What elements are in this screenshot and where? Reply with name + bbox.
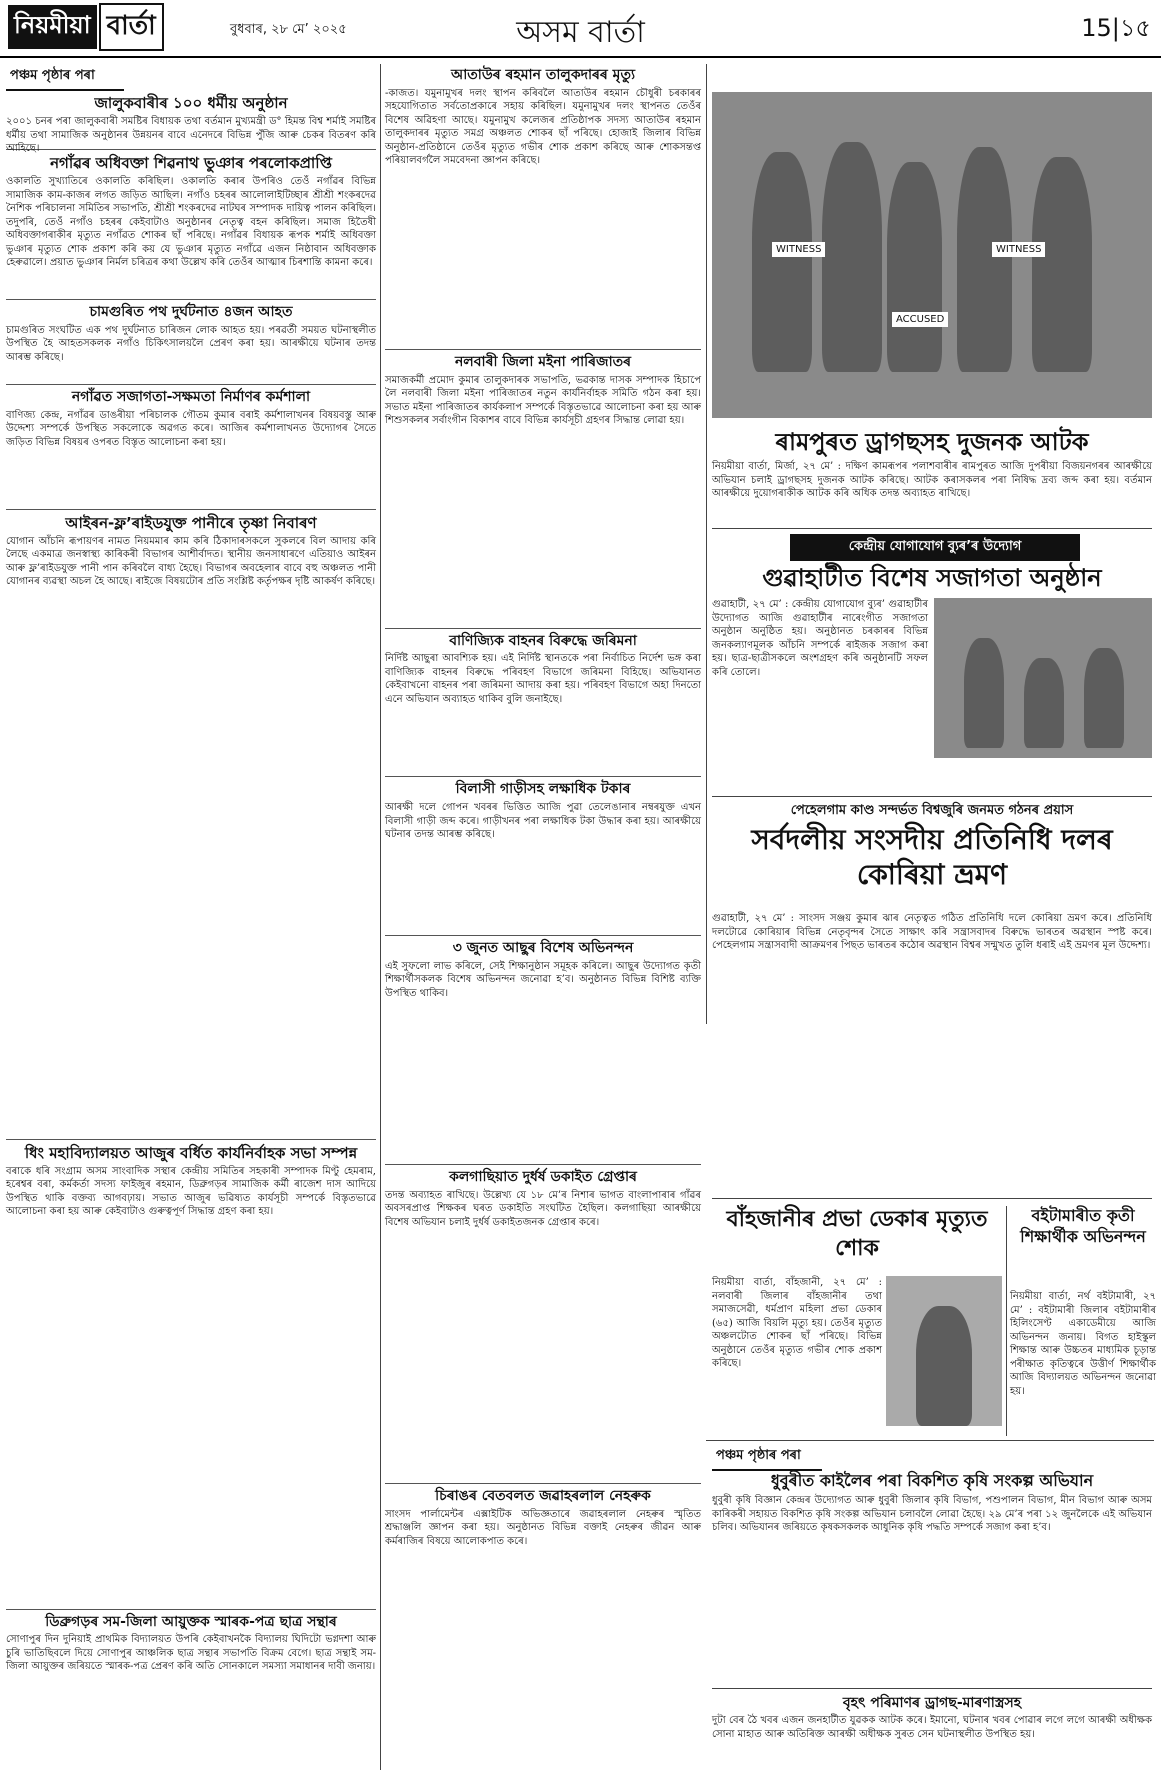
headline-rampur: ৰামপুৰত ড্ৰাগছসহ দুজনক আটক [775,428,1089,456]
body-kalgachia: তদন্ত অব্যাহত ৰাখিছে। উল্লেখ্য যে ১৮ মে’ৰ নিশাৰ ভাগত বাংলাপাৰাৰ গাঁৱৰ অবসৰপ্ৰাপ্ত শিক্ষকৰ ঘৰত ডকাইতি সংঘটিত হৈছিল। কলগাছিয়া আৰক্ষীয়ে বিশেষ অভিযান চলাই দুৰ্ধৰ্ষ ডকাইতজনক গ্ৰেপ্তাৰ কৰে। [385,1189,701,1228]
body-dhing: বৰাকে ধৰি সংগ্ৰাম অসম সাংবাদিক সস্থাৰ কেন্দ্ৰীয় সমিতিৰ সহকাৰী সম্পাদক মিণ্টু হেমৰাম, হৰেশ্বৰ বৰা, কৰ্মকৰ্তা সদস্য ফাইজুৰ ৰহমান, ডিব্ৰুগড়ৰ সামাজিক কৰ্মী ৰাজেশ দাস আদিয়ে উপস্থিত থাকি বক্তব্য আগবঢ়ায়। সভাত আজুৰ ভৱিষ্যত কাৰ্যসূচী সম্পৰ্কে বিস্তৃতভাৱে আলোচনা কৰা হয় আৰু কেইবাটাও গুৰুত্বপূৰ্ণ সিদ্ধান্ত গ্ৰহণ কৰা হয়। [6,1165,376,1218]
headline-nagaon-workshop: নগাঁৱত সজাগতা-সক্ষমতা নিৰ্মাণৰ কৰ্মশালা [71,388,311,405]
headline-dhubri: ধুবুৰীত কাইলৈৰ পৰা বিকশিত কৃষি সংকল্প অভিযান [770,1471,1094,1490]
middle-column [385,64,701,1770]
body-rampur: নিয়মীয়া বাৰ্তা, মিৰ্জা, ২৭ মে’ : দক্ষিণ কামৰূপৰ পলাশবাৰীৰ ৰামপুৰত আজি দুপৰীয়া বিজয়নগৰৰ আৰক্ষীয়ে অভিযান চলাই ড্ৰাগছসহ দুজনক আটক কৰিছে। আটক কৰাসকলৰ পৰা নিষিদ্ধ দ্ৰব্য জব্দ কৰা হয়। বৰ্তমান আৰক্ষীয়ে দুয়োগৰাকীক আটক কৰি অধিক তদন্ত অব্যাহত ৰাখিছে। [712,461,1152,499]
headline-dhing: ধিং মহাবিদ্যালয়ত আজুৰ বৰ্ধিত কাৰ্যনিৰ্বাহক সভা সম্পন্ন [24,1143,358,1162]
body-nalbari-myna: সমাজকৰ্মী প্ৰমোদ কুমাৰ তালুকদাৰক সভাপতি, ভৱকান্ত দাসক সম্পাদক হিচাপে লৈ নলবাৰী জিলা মইনা পাৰিজাতৰ নতুন কাৰ্যনিৰ্বাহক সমিতি গঠন কৰা হয়। সভাত মইনা পাৰিজাতৰ কাৰ্যকলাপ সম্পৰ্কে বিস্তৃতভাৱে আলোচনা কৰা হয় আৰু শিশুসকলৰ সৰ্বাংগীন বিকাশৰ বাবে বিভিন্ন কাৰ্যসূচী গ্ৰহণৰ সিদ্ধান্ত লোৱা হয়। [385,374,701,427]
headline-baitamari: বইটামাৰীত কৃতী শিক্ষাৰ্থীক অভিনন্দন [1020,1206,1146,1246]
headline-iron-free: আইৰন-ফ্ল’ৰাইডযুক্ত পানীৰে তৃষ্ণা নিবাৰণ [65,513,317,532]
body-dhubri: ধুবুৰী কৃষি বিজ্ঞান কেন্দ্ৰৰ উদ্যোগত আৰু ধুবুৰী জিলাৰ কৃষি বিভাগ, পশুপালন বিভাগ, মীন বিভাগ আৰু অসম কাৰিকৰী সহায়ত বিকশিত কৃষি সংকল্প অভিযান চলাবলৈ লোৱা হৈছে। ২৯ মে’ৰ পৰা ১২ জুনলৈকে এই অভিযান চলিব। অভিযানৰ জৰিয়তে কৃষকসকলক আধুনিক কৃষি পদ্ধতি সম্পৰ্কে সজাগ কৰা হ’ব। [712,1495,1152,1533]
headline-nagaon-obit: নগাঁৱৰ অধিবক্তা শিৱনাথ ভুঞাৰ পৰলোকপ্ৰাপ্তি [50,154,332,172]
headline-jalukbari: জালুকবাৰীৰ ১০০ ধৰ্মীয় অনুষ্ঠান [94,94,288,112]
headline-three-june: ৩ জুনত আছুৰ বিশেষ অভিনন্দন [452,940,634,957]
awareness-event-photo [934,598,1152,758]
headline-bijni: বৃহৎ পৰিমাণৰ ড্ৰাগছ-মাৰণাস্ত্ৰসহ [842,1695,1022,1711]
logo-left: নিয়মীয়া [8,5,97,49]
headline-bilasi: বিলাসী গাড়ীসহ লক্ষাধিক টকাৰ [455,781,631,798]
body-bijni: দুটা বেৰ ঠৈ খবৰ এজন জনহাটীত যুৱকক আটক কৰে। ইমানো, ঘটনাৰ খবৰ পোৱাৰ লগে লগে আৰক্ষী অধীক্ষক সোনা মাহাত আৰু অতিৰিক্ত আৰক্ষী অধীক্ষক সুৰত সেন ঘটনাস্থলীত উপস্থিত হয়। [712,1715,1152,1740]
page-number: 15|১৫ [1081,14,1151,42]
kendriya-banner: কেন্দ্ৰীয় যোগাযোগ ব্যুৰ’ৰ উদ্যোগ [790,534,1080,561]
headline-commercial-vehicle: বাণিজ্যিক বাহনৰ বিৰুদ্ধে জৰিমনা [449,632,637,649]
body-kendriya: গুৱাহাটী, ২৭ মে’ : কেন্দ্ৰীয় যোগাযোগ ব্যুৰ’ গুৱাহাটীৰ উদ্যোগত আজি গুৱাহাটীৰ নাৰেংগীত সজাগতা অনুষ্ঠান অনুষ্ঠিত হয়। অনুষ্ঠানত চৰকাৰৰ বিভিন্ন জনকল্যাণমূলক আঁচনি সম্পৰ্কে ৰাইজক সজাগ কৰা হয়। ছাত্ৰ-ছাত্ৰীসকলে অংশগ্ৰহণ কৰি অনুষ্ঠানটি সফল কৰি তোলে। [712,599,928,678]
headline-bahjani: বাঁহজানীৰ প্ৰভা ডেকাৰ মৃত্যুত শোক [726,1207,988,1261]
body-chamaguri: চামগুৰিত সংঘটিত এক পথ দুৰ্ঘটনাত চাৰিজন লোক আহত হয়। পৰৱৰ্তী সময়ত ঘটনাস্থলীত উপস্থিত হৈ আহতসকলক নগাঁও চিকিৎসালয়লৈ প্ৰেৰণ কৰা হয়। আৰক্ষীয়ে ঘটনাৰ তদন্ত আৰম্ভ কৰিছে। [6,324,376,363]
body-commercial-vehicle: নির্দিষ্ট আছুৰা আবশ্যিক হয়। এই নির্দিষ্ট স্থানতকে পৰা নিৰ্বাচিত নিৰ্দেশ ভঙ্গ কৰা বাণিজ্যিক বাহনৰ বিৰুদ্ধে পৰিবহণ বিভাগে জৰিমনা বিহিছে। অভিযানত কেইবাখনো বাহনৰ পৰা জৰিমনা আদায় কৰা হয়। পৰিবহণ বিভাগে অহা দিনতো এনে অভিযান অব্যাহত থাকিব বুলি জনাইছে। [385,653,701,705]
logo-right: বাৰ্তা [99,3,164,51]
section-title: অসম বাৰ্তা [516,15,645,50]
body-three-june: এই সুফলো লাভ কৰিলে, সেই শিক্ষানুষ্ঠান সমূহক কৰিলে। আছুৰ উদ্যোগত কৃতী শিক্ষাৰ্থীসকলক বিশেষ অভিনন্দন জনোৱা হ’ব। অনুষ্ঠানত বিভিন্ন বিশিষ্ট ব্যক্তি উপস্থিত থাকিব। [385,960,701,999]
prabha-deka-portrait [886,1276,1002,1426]
issue-date: বুধবাৰ, ২৮ মে’ ২০২৫ [230,22,347,37]
body-nagaon-obit: ওকালতি সুখ্যাতিৰে ওকালতি কৰিছিল। ওকালতি কৰাৰ উপৰিও তেওঁ নগাঁৱৰ বিভিন্ন সামাজিক কাম-কাজৰ লগত জড়িত আছিল। নগাঁও চহৰৰ আলোলাইটিচ্ছাৰ শ্ৰীশ্ৰী শংকৰদেৱ নৈশিক পৰিচালনা সমিতিৰ সভাপতি, শ্ৰীশ্ৰী শংকৰদেৱ নাটঘৰ সম্পাদক দায়িত্ব পালন কৰিছিল। তদুপৰি, তেওঁ নগাঁও চহৰৰ কেইবাটাও অনুষ্ঠানৰ নেতৃত্ব বহন কৰিছিল। সমাজ হিতৈষী অধিবক্তাগৰাকীৰ মৃত্যুত নগাঁৱত শোকৰ ছাঁ পৰিছে। নগাঁৱৰ বিধায়ক ৰূপক শৰ্মাই অধিবক্তা ভুঞাৰ মৃত্যুত শোক প্ৰকাশ কৰি কয় যে ভুঞাৰ মৃত্যুত নগাঁৱে এজন নিষ্ঠাবান অধিবক্তাক হেৰুৱালে। প্ৰয়াত ভুঞাৰ নিৰ্মল চৰিত্ৰৰ কথা উল্লেখ কৰি তেওঁৰ আত্মাৰ চিৰশান্তি কামনা কৰে। [6,176,376,268]
accused-placard: ACCUSED [892,312,948,327]
body-aataur: -কাজত। যমুনামুখৰ দলং স্থাপন কৰিবলৈ আতাউৰ ৰহমান চৌধুৰী চৰকাৰৰ সহযোগিতাত সৰ্বতোপ্ৰকাৰে সহায় কৰিছিল। যমুনামুখৰ দলং স্থাপনত তেওঁৰ বিশেষ অৱিহণা আছে। যমুনামুখ কলেজৰ প্ৰতিষ্ঠাপক সদস্য আতাউৰ ৰহমান তালুকদাৰৰ মৃত্যুত সমগ্ৰ অঞ্চলত শোকৰ ছাঁ পৰিছে। হোজাই জিলাৰ বিভিন্ন অনুষ্ঠান-প্ৰতিষ্ঠানে তেওঁৰ মৃত্যুত গভীৰ শোক প্ৰকাশ কৰিছে আৰু শোকসন্তপ্ত পৰিয়ালবৰ্গলৈ সমবেদনা জ্ঞাপন কৰিছে। [385,87,701,167]
body-iron-free: যোগান আঁচনি ৰূপায়ণৰ নামত নিয়মমাৰ কাম কৰি ঠিকাদাৰসকলে সুকলৰে বিল আদায় কৰি লৈছে একমাত্ৰ জনস্বাস্থ্য কাৰিকৰী বিভাগৰ আশীৰ্বাদত। স্থানীয় জনসাধাৰণে এতিয়াও আইৰন আৰু ফ্ল’ৰাইডযুক্ত পানী পান কৰিবলৈ বাধ্য হৈছে। বিভাগৰ অবহেলাৰ বাবে বহু অঞ্চলত পানী যোগানৰ ব্যৱস্থা অচল হৈ আছে। ৰাইজে বিষয়টোৰ প্ৰতি সংশ্লিষ্ট কৰ্তৃপক্ষৰ দৃষ্টি আকৰ্ষণ কৰিছে। [6,535,376,588]
headline-dibrugarh: ডিব্ৰুগড়ৰ সম-জিলা আয়ুক্তক স্মাৰক-পত্ৰ ছাত্ৰ সন্থাৰ [45,1613,337,1630]
headline-chirang: চিৰাঙৰ বেতবলত জৱাহৰলাল নেহৰুক [435,1487,651,1504]
kicker-sarbadaliya: পেহেলগাম কাণ্ড সন্দৰ্ভত বিশ্বজুৰি জনমত গঠনৰ প্ৰয়াস [790,803,1074,818]
body-bahjani: নিয়মীয়া বাৰ্তা, বাঁহজানী, ২৭ মে’ : নলবাৰী জিলাৰ বাঁহজানীৰ তথা সমাজসেৱী, ধৰ্মপ্ৰাণ মহিলা প্ৰভা ডেকাৰ (৬৫) আজি বিয়লি মৃত্যু হয়। তেওঁৰ মৃত্যুত অঞ্চলটোত শোকৰ ছাঁ পৰিছে। বিভিন্ন অনুষ্ঠানে তেওঁৰ মৃত্যুত গভীৰ শোক প্ৰকাশ কৰিছে। [712,1277,882,1369]
body-baitamari: নিয়মীয়া বাৰ্তা, নৰ্থ বইটামাৰী, ২৭ মে’ : বইটামাৰী জিলাৰ বইটামাৰীৰ হিলিংসেণ্ট একাডেমীয়ে আজি অভিনন্দন জনায়। বিগত হাইস্কুল শিক্ষান্ত আৰু উচ্চতৰ মাধ্যমিক চূড়ান্ত পৰীক্ষাত কৃতিত্বৰে উত্তীৰ্ণ শিক্ষাৰ্থীক আজি বিদ্যালয়ত অভিনন্দন জনোৱা হয়। [1010,1291,1156,1397]
headline-chamaguri: চামগুৰিত পথ দুৰ্ঘটনাত ৪জন আহত [89,304,293,320]
headline-kalgachia: কলগাছিয়াত দুৰ্ধৰ্ষ ডকাইত গ্ৰেপ্তাৰ [449,1168,637,1185]
headline-kendriya: গুৱাহাটীত বিশেষ সজাগতা অনুষ্ঠান [762,564,1102,592]
continued-tag: পঞ্চম পৃষ্ঠাৰ পৰা [6,64,124,91]
left-column [6,64,376,1770]
body-dibrugarh: সোণাপুৰ দিন দুনিয়াই প্ৰাথমিক বিদ্যালয়ত উপৰি কেইবাখনকৈ বিদ্যালয় ঘিদিটো ভগ্নদশা আৰু চুৰি ভাতিছিবলে দিয়ে সোণাপুৰ আঞ্চলিক ছাত্ৰ সন্থাৰ সভাপতি বিক্ৰম বেগে। ছাত্ৰ সন্থাই সম-জিলা আয়ুক্তৰ জৰিয়তে স্মাৰক-পত্ৰ প্ৰেৰণ কৰি অতি সোনকালে সমস্যা সমাধানৰ দাবী জনায়। [6,1634,376,1673]
witness-placard: WITNESS [992,242,1045,257]
rampur-arrest-photo [712,92,1152,418]
continued-tag-dhubri: পঞ্চম পৃষ্ঠাৰ পৰা [712,1444,822,1471]
body-nagaon-workshop: বাণিজ্য কেন্দ্ৰ, নগাঁৱৰ ডাঙৰীয়া পৰিচালক গৌতম কুমাৰ বৰাই কৰ্মশালাখনৰ বিষয়বস্তু আৰু উদ্দেশ্য সম্পৰ্কে উপস্থিত সকলোকে অৱগত কৰে। আজিৰ কৰ্মশালাখনত উদ্যোগৰ সৈতে জড়িত বিভিন্ন বিষয়ৰ ওপৰত বিস্তৃত আলোচনা কৰা হয়। [6,409,376,448]
body-bilasi: আৰক্ষী দলে গোপন খবৰৰ ভিত্তিত আজি পুৱা তেলেঙানাৰ নম্বৰযুক্ত এখন বিলাসী গাড়ী জব্দ কৰে। গাড়ীখনৰ পৰা লক্ষাধিক টকা উদ্ধাৰ কৰা হয়। আৰক্ষীয়ে ঘটনাৰ তদন্ত আৰম্ভ কৰিছে। [385,802,701,841]
body-chirang: সাংসদ পাৰ্লামেন্টৰ এক্সাইটিক অভিজ্ঞতাৰে জৱাহৰলাল নেহৰুৰ স্মৃতিত শ্ৰদ্ধাঞ্জলি জ্ঞাপন কৰা হয়। অনুষ্ঠানত বিভিন্ন বক্তাই নেহৰুৰ জীৱন আৰু কৰ্মৰাজিৰ বিষয়ে আলোকপাত কৰে। [385,1508,701,1547]
masthead [0,0,1161,58]
headline-aataur: আতাউৰ ৰহমান তালুকদাৰৰ মৃত্যু [450,67,636,83]
headline-sarbadaliya: সৰ্বদলীয় সংসদীয় প্ৰতিনিধি দলৰ কোৰিয়া ভ্ৰমণ [751,823,1113,891]
headline-nalbari-myna: নলবাৰী জিলা মইনা পাৰিজাতৰ [454,353,632,370]
body-sarbadaliya: গুৱাহাটী, ২৭ মে’ : সাংসদ সঞ্জয় কুমাৰ ঝাৰ নেতৃত্বত গঠিত প্ৰতিনিধি দলে কোৰিয়া ভ্ৰমণ কৰে। প্ৰতিনিধি দলটোৱে কোৰিয়াৰ বিভিন্ন নেতৃবৃন্দৰ সৈতে সাক্ষাৎ কৰি সন্ত্ৰাসবাদৰ বিৰুদ্ধে ভাৰতৰ অৱস্থান স্পষ্ট কৰে। পেহেলগাম সন্ত্ৰাসবাদী আক্ৰমণৰ পিছত ভাৰতৰ কঠোৰ অৱস্থান বিশ্বৰ সন্মুখত তুলি ধৰাই এই ভ্ৰমণৰ মূল উদ্দেশ্য। [712,913,1152,951]
witness-placard: WITNESS [772,242,825,257]
body-jalukbari: ২০০১ চনৰ পৰা জালুকবাৰী সমষ্টিৰ বিধায়ক তথা বৰ্তমান মুখ্যমন্ত্ৰী ড° হিমন্ত বিশ্ব শৰ্মাই সমষ্টিৰ ধৰ্মীয় তথা সামাজিক অনুষ্ঠানৰ উন্নয়নৰ বাবে এনেদৰে বিভিন্ন পুঁজি আৰু চেকৰ বিতৰণ কৰি আহিছে। [6,116,376,154]
